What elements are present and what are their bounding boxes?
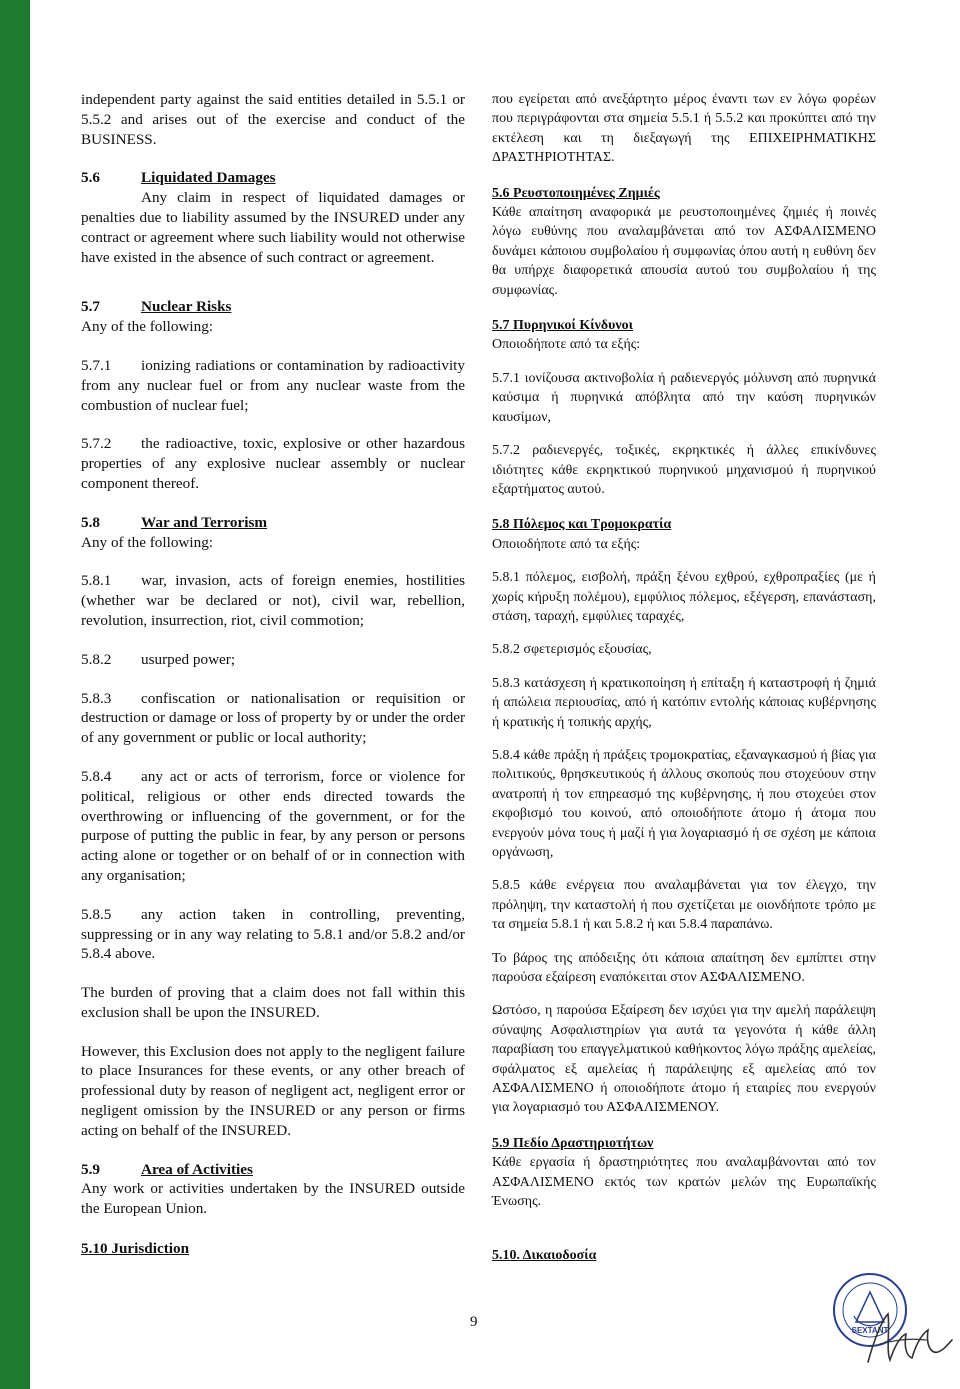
en-heading-5-8: 5.8 War and Terrorism bbox=[81, 513, 268, 531]
gr-section-5-7 bbox=[492, 316, 876, 355]
gr-section-5-6 bbox=[492, 184, 876, 300]
gr-section-5-8 bbox=[492, 515, 876, 554]
gr-heading-5-10: 5.10. Δικαιοδοσία bbox=[492, 1247, 597, 1263]
en-however: However, this Exclusion does not apply to the negligent failure to place Insurances for these events, or any other breach of professional duty by reason of negligent act, negligent error or negligent omission by the INSURED or any person or firms acting on behalf of the INSURED. bbox=[81, 1042, 465, 1139]
gr-however: Ωστόσο, η παρούσα Εξαίρεση δεν ισχύει για την αμελή παράλειψη σύναψης Ασφαλιστηρίων για αυτά τα γεγονότα ή κάθε άλλη παραβίαση του επαγγελματικού καθήκοντος λόγω πράξης αμελείας, σφάλματος εξ αμελείας ή παράλειψης εξ αμελείας από τον ΑΣΦΑΛΙΣΜΕΝΟ ή οποιοδήποτε άτομο ή εταιρίες που ενεργούν για λογαριασμό του ΑΣΦΑΛΙΣΜΕΝΟΥ. bbox=[492, 1003, 876, 1116]
gr-heading-5-8: 5.8 Πόλεμος και Τρομοκρατία bbox=[492, 517, 672, 533]
en-section-5-7 bbox=[81, 297, 465, 337]
en-item-5-8-2: 5.8.2 usurped power; bbox=[81, 650, 236, 668]
en-heading-5-6: 5.6 Liquidated Damages bbox=[81, 169, 276, 187]
gr-sub-5-8: Οποιοδήποτε από τα εξής: bbox=[492, 536, 641, 552]
gr-burden: Το βάρος της απόδειξης ότι κάποια απαίτηση δεν εμπίπτει στην παρούσα εξαίρεση εναπόκειται στον ΑΣΦΑΛΙΣΜΕΝΟ. bbox=[492, 950, 876, 986]
en-item-5-8-4: 5.8.4 any act or acts of terrorism, force or violence for political, religious or other ends directed towards the overthrowing or influencing of the government, or for the purpose of putting the public in fear, by any person or persons acting alone or together or on behalf of or in connection with any organisation; bbox=[81, 767, 465, 884]
gr-item-5-7-2: 5.7.2 ραδιενεργές, τοξικές, εκρηκτικές ή άλλες επικίνδυνες ιδιότητες κάθε εκρηκτικού πυρηνικού μηχανισμού ή πυρηνικού εξαρτήματος αυτού. bbox=[492, 443, 876, 497]
gr-sub-5-7: Οποιοδήποτε από τα εξής: bbox=[492, 337, 641, 353]
gr-section-5-9 bbox=[492, 1134, 876, 1212]
en-item-5-8-5: 5.8.5 any action taken in controlling, preventing, suppressing or in any way relating to 5.8.1 and/or 5.8.2 and/or 5.8.4 above. bbox=[81, 905, 465, 963]
gr-text-5-9: Κάθε εργασία ή δραστηριότητες που αναλαμβάνονται από τον ΑΣΦΑΛΙΣΜΕΝΟ εκτός των κρατών μελών της Ευρωπαϊκής Ένωσης. bbox=[492, 1155, 876, 1210]
gr-item-5-8-1: 5.8.1 πόλεμος, εισβολή, πράξη ξένου εχθρού, εχθροπραξίες (με ή χωρίς κήρυξη πολέμου), εμφύλιος πόλεμος, εξέγερση, επανάσταση, στάση, ταραχή, εμφύλιες ταραχές, bbox=[492, 570, 876, 624]
gr-item-5-8-2: 5.8.2 σφετερισμός εξουσίας, bbox=[492, 642, 652, 658]
en-sub-5-7: Any of the following: bbox=[81, 318, 214, 336]
en-item-5-7-1: 5.7.1 ionizing radiations or contamination by radioactivity from any nuclear fuel or from any nuclear waste from the combustion of nuclear fuel; bbox=[81, 356, 465, 414]
gr-item-5-8-5: 5.8.5 κάθε ενέργεια που αναλαμβάνεται για τον έλεγχο, την πρόληψη, την καταστολή ή που σχετίζεται με οιονδήποτε τρόπο με τα σημεία 5.8.1 ή και 5.8.2 ή και 5.8.4 παραπάνω. bbox=[492, 878, 876, 933]
gr-heading-5-9: 5.9 Πεδίο Δραστηριοτήτων bbox=[492, 1135, 654, 1151]
en-item-5-7-2: 5.7.2 the radioactive, toxic, explosive or other hazardous properties of any explosive nuclear assembly or nuclear component thereof. bbox=[81, 435, 465, 492]
en-text-5-9: Any work or activities undertaken by the INSURED outside the European Union. bbox=[81, 1180, 465, 1218]
en-heading-5-9: 5.9 Area of Activities bbox=[81, 1160, 253, 1178]
handwritten-signature bbox=[860, 1300, 960, 1380]
en-section-5-9 bbox=[81, 1160, 465, 1219]
gr-intro: που εγείρεται από ανεξάρτητο μέρος έναντι των εν λόγω φορέων που περιγράφονται στα σημεία 5.5.1 ή 5.5.2 και προκύπτει από την εκτέλεση και τη διεξαγωγή της ΕΠΙΧΕΙΡΗΜΑΤΙΚΗΣ ΔΡΑΣΤΗΡΙΟΤΗΤΑΣ. bbox=[492, 92, 876, 166]
green-side-stripe bbox=[0, 0, 30, 1389]
en-item-5-8-1: 5.8.1 war, invasion, acts of foreign enemies, hostilities (whether war be declared or not), civil war, rebellion, revolution, insurrection, riot, civil commotion; bbox=[81, 572, 465, 629]
seal-text: SEXTANT bbox=[851, 1326, 889, 1335]
gr-heading-5-7: 5.7 Πυρηνικοί Κίνδυνοι bbox=[492, 318, 634, 334]
gr-item-5-8-3: 5.8.3 κατάσχεση ή κρατικοποίηση ή επίταξη ή καταστροφή ή ζημιά ή απώλεια περιουσίας, από ή κατόπιν εντολής κάποιας κυβέρνησης ή κρατικής ή τοπικής αρχής, bbox=[492, 675, 876, 730]
greek-column bbox=[492, 90, 876, 1265]
en-section-5-6 bbox=[81, 168, 465, 267]
page-number: 9 bbox=[470, 1314, 478, 1330]
en-item-5-8-3: 5.8.3 confiscation or nationalisation or requisition or destruction or damage or loss of property by or under the order of any government or public or local authority; bbox=[81, 689, 465, 747]
gr-item-5-8-4: 5.8.4 κάθε πράξη ή πράξεις τρομοκρατίας, εξαναγκασμού ή βίας για πολιτικούς, θρησκευτικούς ή άλλους σκοπούς που στοχεύουν στην ανατροπή ή τον επηρεασμό της κυβέρνησης, ή που στοχεύει στον εκφοβισμό του κοινού, από οποιοδήποτε άτομο ή άτομα που ενεργούν μόνα τους ή μαζί ή για λογαριασμό ή σε σχέση με κάποια οργάνωση, bbox=[492, 747, 876, 860]
en-burden: The burden of proving that a claim does not fall within this exclusion shall be upon the INSURED. bbox=[81, 984, 465, 1021]
gr-item-5-7-1: 5.7.1 ιονίζουσα ακτινοβολία ή ραδιενεργός μόλυνση από πυρηνικά καύσιμα ή πυρηνικά απόβλητα από την καύση πυρηνικών καυσίμων, bbox=[492, 370, 876, 425]
english-column bbox=[81, 90, 465, 1259]
en-heading-5-7: 5.7 Nuclear Risks bbox=[81, 298, 232, 316]
gr-heading-5-6: 5.6 Ρευστοποιημένες Ζημιές bbox=[492, 185, 660, 201]
en-sub-5-8: Any of the following: bbox=[81, 533, 214, 551]
gr-text-5-6: Κάθε απαίτηση αναφορικά με ρευστοποιημένες ζημιές ή ποινές λόγω ευθύνης που αναλαμβάνεται από τον ΑΣΦΑΛΙΣΜΕΝΟ δυνάμει κάποιου συμβολαίου ή συμφωνίας όπου αυτή η ευθύνη δεν θα υπήρχε διαφορετικά απουσία αυτού του συμβολαίου ή της συμφωνίας. bbox=[492, 205, 876, 298]
en-text-5-6: Any claim in respect of liquidated damages or penalties due to liability assumed by the INSURED under any contract or agreement where such liability would not otherwise have existed in the absence of such contract or agreement. bbox=[81, 189, 465, 266]
en-heading-5-10: 5.10 Jurisdiction bbox=[81, 1240, 190, 1258]
en-intro: independent party against the said entities detailed in 5.5.1 or 5.5.2 and arises out of the exercise and conduct of the BUSINESS. bbox=[81, 91, 465, 148]
en-section-5-8 bbox=[81, 513, 465, 553]
